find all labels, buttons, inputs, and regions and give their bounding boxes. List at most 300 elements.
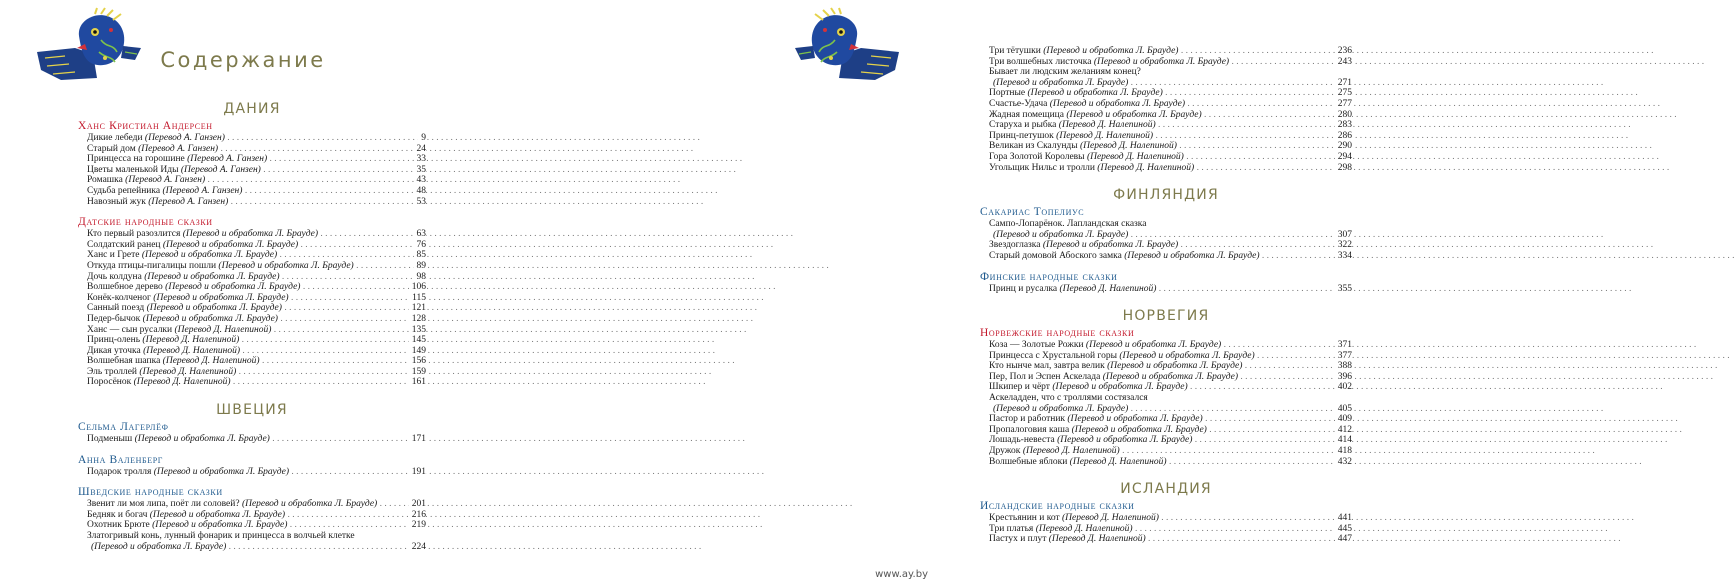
- entry-title: Крестьянин и кот: [989, 513, 1060, 524]
- entry-title: Эль троллей: [87, 366, 138, 377]
- entry-page-number: 377: [1335, 351, 1352, 362]
- entry-title: Пастух и плут: [989, 534, 1047, 545]
- entry-page-number: 271: [1335, 78, 1352, 89]
- entry-line: [87, 377, 426, 388]
- entry-title: Волшебное дерево: [87, 282, 163, 293]
- entry-title: Угольщик Нильс и тролли: [989, 162, 1095, 173]
- entry-title: Старуха и рыбка: [989, 120, 1057, 131]
- entry-translator: (Перевод и обработка Л. Брауде): [1119, 350, 1255, 361]
- entry-title: Принц-олень: [87, 335, 141, 346]
- entry-translator: (Перевод Д. Налепиной): [1022, 446, 1120, 457]
- entry-title: Звенит ли моя липа, поёт ли соловей?: [87, 499, 240, 510]
- entry-translator: (Перевод Д. Налепиной): [1059, 283, 1157, 294]
- entry-translator: (Перевод Д. Налепиной): [1035, 523, 1133, 534]
- entry-line: [989, 513, 1352, 524]
- entry-translator: (Перевод Д. Налепиной): [1069, 456, 1167, 467]
- toc-entry: [78, 335, 426, 346]
- toc-entry: [980, 163, 1352, 174]
- entry-page-number: 412: [1335, 425, 1352, 436]
- entry-translator: (Перевод и обработка Л. Брауде): [153, 466, 290, 477]
- author-heading: Анна Валенберг: [78, 453, 164, 466]
- entry-title: Старый дом: [87, 143, 136, 154]
- entry-page-number: 106: [409, 282, 426, 293]
- toc-entry: [980, 361, 1352, 372]
- entry-page-number: 48: [414, 186, 427, 197]
- toc-entry: [980, 99, 1352, 110]
- author-heading: Датские народные сказки: [78, 216, 213, 229]
- entry-line: [87, 303, 426, 314]
- entry-translator: (Перевод Д. Налепиной): [1097, 162, 1195, 173]
- entry-translator: (Перевод и обработка Л. Брауде): [993, 229, 1129, 240]
- entry-translator: (Перевод и обработка Л. Брауде): [1093, 56, 1230, 67]
- entry-title: Дикая уточка: [87, 345, 141, 356]
- entry-page-number: 156: [409, 356, 426, 367]
- entry-line: [989, 219, 1352, 230]
- toc-entry-continuation: [980, 78, 1352, 89]
- entry-line: [989, 534, 1352, 545]
- entry-line: [989, 361, 1352, 372]
- toc-entry: [980, 110, 1352, 121]
- entry-line: [989, 446, 1352, 457]
- entry-translator: (Перевод и обработка Л. Брауде): [1049, 98, 1186, 109]
- entry-translator: (Перевод Д. Налепиной): [139, 366, 237, 377]
- toc-entry: [980, 88, 1352, 99]
- entry-page-number: 236: [1335, 46, 1352, 57]
- entry-translator: (Перевод и обработка Л. Брауде): [141, 250, 278, 261]
- toc-entry: [78, 186, 426, 197]
- entry-title: Три платья: [989, 523, 1034, 534]
- entry-line: [87, 250, 426, 261]
- entry-title: Кто первый разозлится: [87, 229, 181, 240]
- entry-title: Гора Золотой Королевы: [989, 151, 1085, 162]
- toc-entry: [78, 261, 426, 272]
- entry-line: [989, 340, 1352, 351]
- entry-line: [989, 284, 1352, 295]
- toc-entry: [78, 293, 426, 304]
- toc-entry: [78, 325, 426, 336]
- entry-translator: (Перевод А. Ганзен): [144, 133, 225, 143]
- entry-page-number: 216: [409, 510, 426, 521]
- entry-translator: (Перевод А. Ганзен): [148, 196, 229, 207]
- toc-entry: [78, 510, 426, 521]
- entry-title: Звездоглазка: [989, 240, 1041, 251]
- entry-page-number: 280: [1335, 110, 1352, 121]
- toc-entry: [78, 520, 426, 531]
- entry-line: [989, 141, 1352, 152]
- toc-entry: [78, 367, 426, 378]
- entry-line: [87, 165, 426, 176]
- toc-entry: [78, 272, 426, 283]
- entry-page-number: 334: [1335, 251, 1352, 262]
- entry-page-number: 159: [409, 367, 426, 378]
- left-page: [0, 0, 467, 584]
- toc-entry: [980, 141, 1352, 152]
- entry-line: [87, 510, 426, 521]
- toc-entry: [78, 356, 426, 367]
- entry-line: [87, 346, 426, 357]
- toc-column-left: [78, 99, 426, 552]
- entry-translator: (Перевод и обработка Л. Брауде): [162, 239, 299, 250]
- entry-line: [989, 99, 1352, 110]
- entry-line: [87, 499, 426, 510]
- toc-entry: [78, 314, 426, 325]
- entry-title: Дикие лебеди: [87, 133, 143, 143]
- entry-page-number: 161: [409, 377, 426, 388]
- entry-page-number: 128: [409, 314, 426, 325]
- entry-page-number: 76: [414, 240, 427, 251]
- entry-translator: (Перевод А. Ганзен): [180, 164, 261, 175]
- entry-page-number: 63: [414, 229, 427, 240]
- toc-entry: [980, 251, 1352, 262]
- entry-translator: (Перевод Д. Налепиной): [1080, 141, 1177, 152]
- toc-entry: [980, 435, 1352, 446]
- section-gap: [78, 388, 426, 400]
- entry-line: [989, 152, 1352, 163]
- toc-entry: [980, 414, 1352, 425]
- entry-translator: (Перевод Д. Налепиной): [1058, 120, 1156, 131]
- entry-page-number: 290: [1335, 141, 1352, 152]
- entry-title: Ханс — сын русалки: [87, 324, 173, 335]
- toc-entry: [980, 382, 1352, 393]
- author-heading: Ханс Кристиан Андерсен: [78, 120, 213, 132]
- entry-title: Ромашка: [87, 175, 123, 186]
- entry-page-number: 35: [414, 165, 427, 176]
- entry-line: [87, 144, 426, 155]
- toc-entry: [980, 351, 1352, 362]
- entry-translator: (Перевод и обработка Л. Брауде): [218, 260, 354, 271]
- entry-translator: (Перевод Д. Налепиной): [1048, 534, 1146, 545]
- entry-title: Поросёнок: [87, 377, 132, 388]
- entry-page-number: 441: [1335, 513, 1352, 524]
- entry-translator: (Перевод и обработка Л. Брауде): [146, 303, 282, 314]
- right-page: [467, 0, 1352, 584]
- entry-line: [87, 293, 426, 304]
- entry-translator: (Перевод и обработка Л. Брауде): [1043, 46, 1179, 56]
- entry-page-number: 145: [409, 335, 426, 346]
- entry-translator: (Перевод и обработка Л. Брауде): [1067, 414, 1203, 425]
- entry-translator: (Перевод и обработка Л. Брауде): [149, 509, 286, 520]
- toc-entry: [980, 446, 1352, 457]
- toc-entry: [78, 165, 426, 176]
- author-heading: Сельма Лагерлёф: [78, 421, 169, 434]
- section-gap: [980, 173, 1352, 185]
- author-heading: Финские народные сказки: [980, 270, 1118, 283]
- entry-page-number: 224: [409, 542, 426, 553]
- entry-page-number: 418: [1335, 446, 1352, 457]
- entry-line: [87, 261, 426, 272]
- toc-entry: [980, 131, 1352, 142]
- entry-page-number: 43: [414, 175, 427, 186]
- entry-title: Счастье-Удача: [989, 98, 1048, 109]
- entry-translator: (Перевод и обработка Л. Брауде): [1124, 250, 1260, 261]
- entry-page-number: 33: [414, 154, 427, 165]
- section-gap: [980, 294, 1352, 306]
- entry-translator: (Перевод и обработка Л. Брауде): [1052, 382, 1188, 393]
- entry-line: [989, 414, 1352, 425]
- entry-page-number: 191: [409, 467, 426, 478]
- toc-entry: [78, 250, 426, 261]
- entry-translator: (Перевод и обработка Л. Брауде): [993, 403, 1129, 414]
- author-heading: Шведские народные сказки: [78, 486, 223, 499]
- entry-title: Навозный жук: [87, 196, 146, 207]
- entry-line: [87, 175, 426, 186]
- entry-page-number: 115: [409, 293, 426, 304]
- entry-line: [989, 88, 1352, 99]
- entry-line: [989, 372, 1352, 383]
- entry-title: Старый домовой Абоского замка: [989, 250, 1122, 261]
- entry-title: Цветы маленькой Иды: [87, 164, 179, 175]
- entry-page-number: 9: [418, 133, 426, 144]
- entry-title: Сампо-Лопарёнок. Лапландская сказка: [989, 219, 1147, 230]
- entry-translator: (Перевод и обработка Л. Брауде): [241, 499, 378, 510]
- entry-title: Коза — Золотые Рожки: [989, 340, 1084, 351]
- entry-title: Принцесса на горошине: [87, 154, 185, 165]
- entry-line: [989, 393, 1352, 404]
- entry-line: [87, 367, 426, 378]
- entry-title: Аскеладден, что с троллями состязался: [989, 393, 1148, 404]
- entry-page-number: 53: [414, 197, 427, 208]
- entry-translator: (Перевод и обработка Л. Брауде): [144, 271, 280, 282]
- entry-translator: (Перевод и обработка Л. Брауде): [1102, 371, 1238, 382]
- entry-line: [87, 314, 426, 325]
- entry-line: [989, 240, 1352, 251]
- entry-translator: (Перевод и обработка Л. Брауде): [993, 77, 1129, 88]
- entry-page-number: 171: [409, 434, 426, 445]
- entry-page-number: 447: [1335, 534, 1352, 545]
- toc-entry: [980, 457, 1352, 468]
- entry-title: Жадная помещица: [989, 109, 1064, 120]
- toc-entry: [78, 531, 426, 542]
- entry-translator: (Перевод и обработка Л. Брауде): [1085, 340, 1222, 351]
- entry-page-number: 445: [1335, 524, 1352, 535]
- entry-line: [87, 531, 426, 542]
- group-gap: [78, 207, 426, 215]
- country-heading: ШВЕЦИЯ: [216, 402, 288, 419]
- entry-translator: (Перевод Д. Налепиной): [1086, 151, 1184, 162]
- author-heading: Исландские народные сказки: [980, 500, 1135, 513]
- page-title: Содержание: [160, 48, 326, 72]
- entry-title: Волшебная шапка: [87, 356, 161, 367]
- entry-page-number: 243: [1335, 57, 1352, 68]
- entry-page-number: 307: [1335, 230, 1352, 241]
- watermark: www.ay.by: [875, 569, 928, 580]
- entry-title: Пер, Пол и Эспен Аскелада: [989, 371, 1101, 382]
- toc-entry: [980, 120, 1352, 131]
- toc-entry-continuation: [78, 542, 426, 553]
- entry-translator: (Перевод Д. Налепиной): [1056, 130, 1154, 141]
- entry-title: Ханс и Грете: [87, 250, 140, 261]
- entry-line: [87, 520, 426, 531]
- entry-line: [989, 131, 1352, 142]
- entry-title: Пропалоговия каша: [989, 424, 1070, 435]
- entry-page-number: 432: [1335, 457, 1352, 468]
- entry-page-number: 24: [414, 144, 427, 155]
- toc-entry: [78, 346, 426, 357]
- entry-title: Принц-петушок: [989, 130, 1054, 141]
- entry-line: [989, 351, 1352, 362]
- entry-page-number: 409: [1335, 414, 1352, 425]
- entry-page-number: 149: [409, 346, 426, 357]
- entry-line: [87, 335, 426, 346]
- entry-line: [989, 57, 1352, 68]
- entry-page-number: 405: [1335, 404, 1352, 415]
- entry-page-number: 135: [409, 325, 426, 336]
- toc-entry: [78, 377, 426, 388]
- entry-title: Лошадь-невеста: [989, 435, 1055, 446]
- entry-translator: (Перевод и обработка Л. Брауде): [134, 434, 270, 445]
- entry-title: Златогривый конь, лунный фонарик и принцесса в волчьей клетке: [87, 531, 355, 542]
- toc-entry: [980, 524, 1352, 535]
- entry-line: [87, 467, 426, 478]
- entry-title: Бедняк и богач: [87, 509, 148, 520]
- entry-title: Принцесса с Хрустальной горы: [989, 350, 1117, 361]
- folk-bird-illustration-right: [791, 8, 901, 84]
- toc-entry: [78, 282, 426, 293]
- entry-title: Педер-бычок: [87, 313, 141, 324]
- country-heading: НОРВЕГИЯ: [1122, 308, 1210, 325]
- entry-title: Портные: [989, 88, 1026, 99]
- entry-line: [87, 186, 426, 197]
- entry-translator: (Перевод и обработка Л. Брауде): [91, 541, 227, 552]
- entry-line: [989, 67, 1352, 78]
- entry-line: [989, 404, 1352, 415]
- toc-entry: [980, 284, 1352, 295]
- group-gap: [78, 445, 426, 453]
- entry-page-number: 298: [1335, 163, 1352, 174]
- entry-line: [989, 163, 1352, 174]
- toc-entry: [78, 434, 426, 445]
- entry-page-number: 402: [1335, 382, 1352, 393]
- entry-page-number: 121: [409, 303, 426, 314]
- entry-translator: (Перевод и обработка Л. Брауде): [1027, 88, 1163, 99]
- entry-line: [87, 282, 426, 293]
- toc-entry: [980, 219, 1352, 230]
- toc-entry: [980, 67, 1352, 78]
- entry-page-number: 371: [1335, 340, 1352, 351]
- entry-page-number: 89: [414, 261, 427, 272]
- entry-page-number: 322: [1335, 240, 1352, 251]
- entry-title: Великан из Скалунды: [989, 141, 1078, 152]
- entry-page-number: 277: [1335, 99, 1352, 110]
- entry-page-number: 286: [1335, 131, 1352, 142]
- entry-translator: (Перевод и обработка Л. Брауде): [1057, 435, 1193, 446]
- entry-line: [989, 425, 1352, 436]
- entry-translator: (Перевод А. Ганзен): [138, 143, 219, 154]
- entry-line: [989, 251, 1352, 262]
- toc-entry: [78, 499, 426, 510]
- country-heading: ИСЛАНДИЯ: [1120, 481, 1212, 498]
- entry-translator: (Перевод Д. Налепиной): [133, 377, 231, 388]
- entry-translator: (Перевод Д. Налепиной): [143, 345, 241, 356]
- toc-entry: [78, 240, 426, 251]
- entry-page-number: 414: [1335, 435, 1352, 446]
- entry-line: [989, 524, 1352, 535]
- entry-translator: (Перевод А. Ганзен): [125, 175, 206, 186]
- entry-line: [989, 120, 1352, 131]
- entry-translator: (Перевод и обработка Л. Брауде): [142, 313, 278, 324]
- entry-page-number: 283: [1335, 120, 1352, 131]
- entry-page-number: 98: [414, 272, 427, 283]
- toc-entry: [78, 197, 426, 208]
- entry-page-number: 355: [1335, 284, 1352, 295]
- entry-title: Дружок: [989, 446, 1021, 457]
- entry-title: Судьба репейника: [87, 185, 161, 196]
- entry-translator: (Перевод Д. Налепиной): [174, 324, 272, 335]
- author-heading: Сакариас Топелиус: [980, 206, 1085, 219]
- entry-line: [989, 382, 1352, 393]
- group-gap: [78, 477, 426, 485]
- entry-title: Конёк-колченог: [87, 292, 151, 303]
- entry-page-number: 396: [1335, 372, 1352, 383]
- entry-title: Пастор и работник: [989, 414, 1066, 425]
- entry-translator: (Перевод Д. Налепиной): [142, 335, 240, 346]
- entry-translator: (Перевод Д. Налепиной): [162, 356, 260, 367]
- entry-page-number: 388: [1335, 361, 1352, 372]
- entry-page-number: 201: [409, 499, 426, 510]
- entry-line: [989, 46, 1352, 57]
- toc-entry: [78, 175, 426, 186]
- toc-entry-continuation: [980, 404, 1352, 415]
- entry-title: Три тётушки: [989, 46, 1041, 56]
- toc-entry: [78, 154, 426, 165]
- toc-entry-continuation: [980, 230, 1352, 241]
- entry-translator: (Перевод и обработка Л. Брауде): [1066, 109, 1202, 120]
- entry-translator: (Перевод и обработка Л. Брауде): [165, 282, 301, 293]
- entry-title: Бывает ли людским желаниям конец?: [989, 67, 1141, 78]
- entry-translator: (Перевод А. Ганзен): [187, 154, 268, 165]
- entry-page-number: 275: [1335, 88, 1352, 99]
- section-gap: [980, 467, 1352, 479]
- entry-line: [87, 272, 426, 283]
- entry-title: Откуда птицы-пигалицы пошли: [87, 260, 217, 271]
- entry-title: Принц и русалка: [989, 283, 1058, 294]
- entry-title: Шкипер и чёрт: [989, 382, 1050, 393]
- entry-page-number: 85: [414, 250, 427, 261]
- entry-line: [87, 197, 426, 208]
- entry-page-number: 219: [409, 520, 426, 531]
- toc-entry: [980, 57, 1352, 68]
- entry-title: Подарок тролля: [87, 466, 152, 477]
- entry-title: Дочь колдуна: [87, 271, 142, 282]
- entry-line: [989, 110, 1352, 121]
- entry-translator: (Перевод и обработка Л. Брауде): [153, 292, 289, 303]
- entry-translator: (Перевод и обработка Л. Брауде): [1107, 361, 1243, 372]
- entry-translator: (Перевод А. Ганзен): [162, 185, 243, 196]
- entry-translator: (Перевод и обработка Л. Брауде): [1071, 424, 1207, 435]
- entry-line: [87, 542, 426, 553]
- toc-entry: [980, 534, 1352, 545]
- entry-line: [989, 78, 1352, 89]
- toc-entry: [980, 240, 1352, 251]
- toc-entry: [980, 393, 1352, 404]
- entry-line: [87, 356, 426, 367]
- entry-title: Охотник Брюте: [87, 520, 150, 531]
- group-gap: [980, 262, 1352, 270]
- country-heading: ДАНИЯ: [223, 101, 281, 117]
- entry-translator: (Перевод и обработка Л. Брауде): [152, 520, 288, 531]
- entry-translator: (Перевод и обработка Л. Брауде): [1042, 240, 1179, 251]
- country-heading: ФИНЛЯНДИЯ: [1113, 187, 1219, 204]
- entry-page-number: 294: [1335, 152, 1352, 163]
- toc-entry: [980, 340, 1352, 351]
- entry-line: [87, 133, 426, 144]
- entry-line: [989, 457, 1352, 468]
- toc-entry: [78, 303, 426, 314]
- toc-entry: [78, 467, 426, 478]
- entry-title: Подменыш: [87, 434, 133, 445]
- entry-line: [87, 240, 426, 251]
- entry-title: Солдатский ранец: [87, 239, 161, 250]
